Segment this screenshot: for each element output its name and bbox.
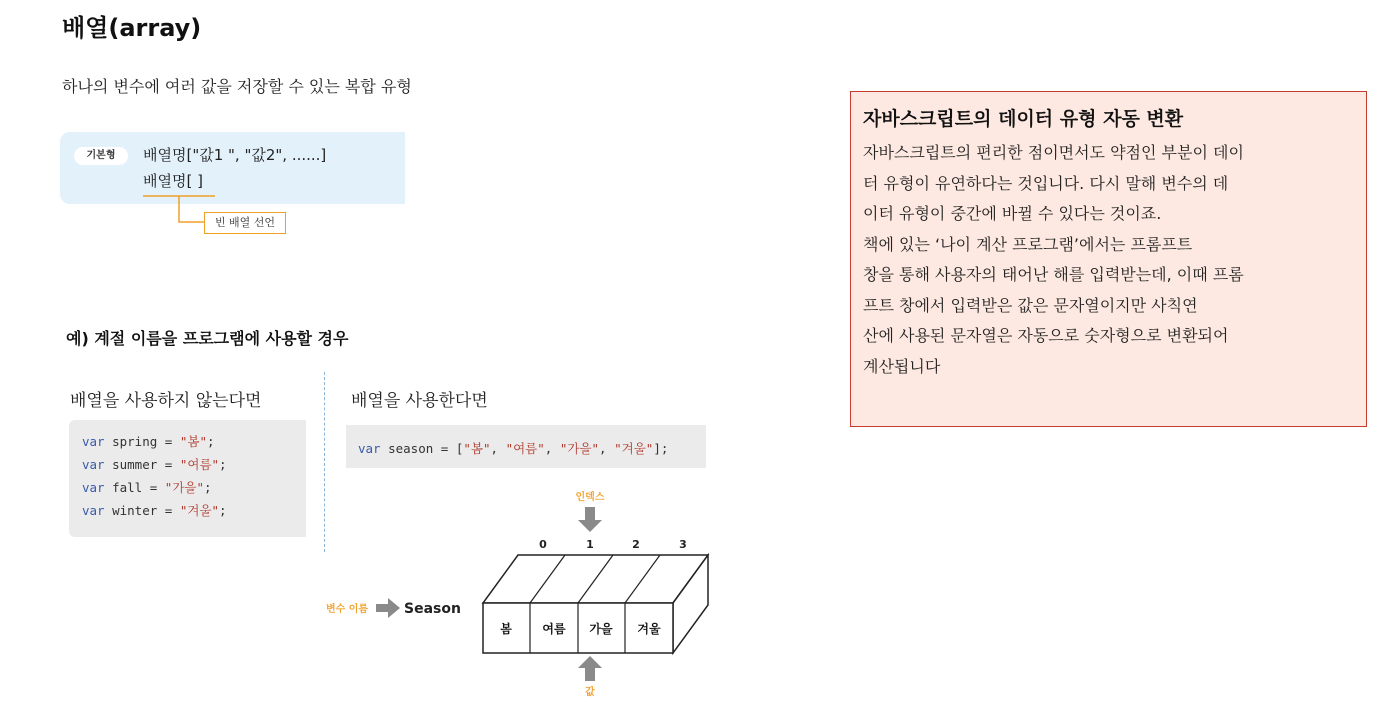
info-line: 프트 창에서 입력받은 값은 문자열이지만 사칙연 [863,295,1198,315]
without-array-heading: 배열을 사용하지 않는다면 [70,391,262,411]
code-line: var summer = "여름"; [82,457,227,472]
code-line: var spring = "봄"; [82,434,215,449]
info-box [850,91,1367,427]
cell-2: 가을 [589,622,613,636]
example-heading: 예) 계절 이름을 프로그램에 사용할 경우 [66,329,349,348]
cell-0: 봄 [500,622,512,636]
index-0: 0 [539,538,547,551]
var-arrow-icon [376,598,400,618]
info-title: 자바스크립트의 데이터 유형 자동 변환 [863,108,1184,130]
code-line: var season = ["봄", "여름", "가을", "겨울"]; [358,441,669,456]
info-line: 터 유형이 유연하다는 것입니다. 다시 말해 변수의 데 [863,173,1229,193]
with-array-heading: 배열을 사용한다면 [351,391,488,411]
info-line: 책에 있는 ‘나이 계산 프로그램’에서는 프롬프트 [863,234,1193,254]
page-subtitle: 하나의 변수에 여러 값을 저장할 수 있는 복합 유형 [62,77,412,96]
syntax-line-2: 배열명[ ] [143,172,203,190]
index-arrow-icon [578,507,602,532]
var-name: Season [404,601,461,617]
code-line: var winter = "겨울"; [82,503,227,518]
info-line: 산에 사용된 문자열은 자동으로 숫자형으로 변환되어 [863,326,1229,345]
empty-array-note: 빈 배열 선언 [204,212,286,234]
cell-1: 여름 [542,622,566,636]
info-line: 자바스크립트의 편리한 점이면서도 약점인 부분이 데이 [863,143,1244,162]
value-label: 값 [585,687,595,698]
cell-3: 겨울 [637,622,661,636]
info-line: 이터 유형이 중간에 바뀔 수 있다는 것이죠. [863,204,1162,223]
index-3: 3 [679,538,687,551]
code-line: var fall = "가을"; [82,480,212,495]
index-1: 1 [586,538,594,551]
syntax-line-1: 배열명["값1 ", "값2", ......] [143,146,327,164]
index-label: 인덱스 [575,492,605,503]
value-arrow-icon [578,656,602,681]
info-line: 계산됩니다 [863,356,941,376]
syntax-tag: 기본형 [74,147,128,165]
page-title: 배열(array) [62,14,202,42]
info-line: 창을 통해 사용자의 태어난 해를 입력받는데, 이때 프롬 [863,265,1244,284]
index-2: 2 [632,538,640,551]
var-label: 변수 이름 [325,604,369,615]
